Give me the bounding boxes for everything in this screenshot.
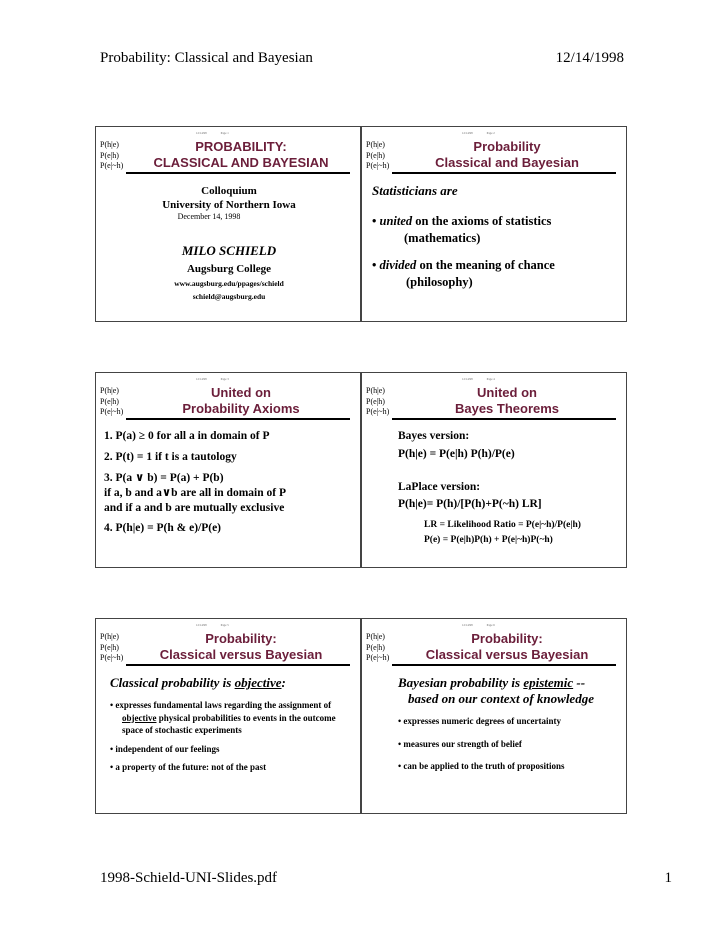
slide-divider: [126, 418, 350, 420]
slide-ph-labels: P(h|e) P(e|h) P(e|~h): [100, 140, 124, 170]
slide-3: [95, 372, 361, 568]
slide-meta: 12/14/98 Page 4: [462, 377, 495, 381]
page-number: 1: [664, 870, 672, 886]
slide-ph-labels: P(h|e) P(e|h) P(e|~h): [366, 632, 390, 662]
slide-body: Bayesian probability is epistemic -- based on our context of knowledge • expresses numeric degrees of uncertainty • measures our strength of belief • can be applied to the truth of propositions: [398, 675, 594, 771]
slide-ph-labels: P(h|e) P(e|h) P(e|~h): [100, 632, 124, 662]
slide-meta: 12/14/98 Page 2: [462, 131, 495, 135]
slide-meta: 12/14/98 Page 5: [196, 623, 229, 627]
slide-title: Probability: Classical versus Bayesian: [159, 631, 323, 662]
document-date: 12/14/1998: [555, 50, 624, 66]
slide-title: United on Bayes Theorems: [454, 385, 560, 416]
slide-meta: 12/14/98 Page 3: [196, 377, 229, 381]
slide-title: United on Probability Axioms: [182, 385, 300, 416]
slide-title: PROBABILITY: CLASSICAL AND BAYESIAN: [153, 139, 329, 170]
slide-divider: [392, 418, 616, 420]
slide-2: [361, 126, 627, 322]
slide-meta: 12/14/98 Page 6: [462, 623, 495, 627]
slide-body: Classical probability is objective: • expresses fundamental laws regarding the assignment of objective physical probabilities to events in the outcome space of stochastic experiments • independent of our feelings • a property of the future: not of the past: [110, 675, 336, 772]
slide-divider: [392, 664, 616, 666]
slide-5: [95, 618, 361, 814]
slide-divider: [126, 172, 350, 174]
file-name: 1998-Schield-UNI-Slides.pdf: [100, 870, 278, 886]
slide-divider: [392, 172, 616, 174]
slide-title: Probability Classical and Bayesian: [435, 139, 579, 170]
slide-ph-labels: P(h|e) P(e|h) P(e|~h): [100, 386, 124, 416]
slide-ph-labels: P(h|e) P(e|h) P(e|~h): [366, 386, 390, 416]
slide-1: [95, 126, 361, 322]
slide-body: Bayes version: P(h|e) = P(e|h) P(h)/P(e) LaPlace version: P(h|e)= P(h)/[P(h)+P(~h) LR] LR = Likelihood Ratio = P(e|~h)/P(e|h) P(e) = P(e|h)P(h) + P(e|~h)P(~h): [398, 430, 581, 545]
slide-divider: [126, 664, 350, 666]
slide-meta: 12/14/98 Page 1: [196, 131, 229, 135]
slide-body: Colloquium University of Northern Iowa December 14, 1998 MILO SCHIELD Augsburg College www.augsburg.edu/ppages/schield schield@augsburg.edu: [106, 185, 352, 301]
slide-6: [361, 618, 627, 814]
slide-ph-labels: P(h|e) P(e|h) P(e|~h): [366, 140, 390, 170]
slide-body: 1. P(a) ≥ 0 for all a in domain of P 2. P(t) = 1 if t is a tautology 3. P(a ∨ b) = P(a) + P(b) if a, b and a∨b are all in domain of P and if a and b are mutually exclusive 4. P(h|e) = P(h & e)/P(e): [104, 430, 286, 534]
slide-body: Statisticians are • united on the axioms of statistics (mathematics) • divided on the meaning of chance (philosophy): [372, 183, 555, 289]
slide-4: [361, 372, 627, 568]
author-name: MILO SCHIELD: [181, 243, 277, 258]
document-title: Probability: Classical and Bayesian: [100, 50, 313, 66]
slide-title: Probability: Classical versus Bayesian: [425, 631, 589, 662]
